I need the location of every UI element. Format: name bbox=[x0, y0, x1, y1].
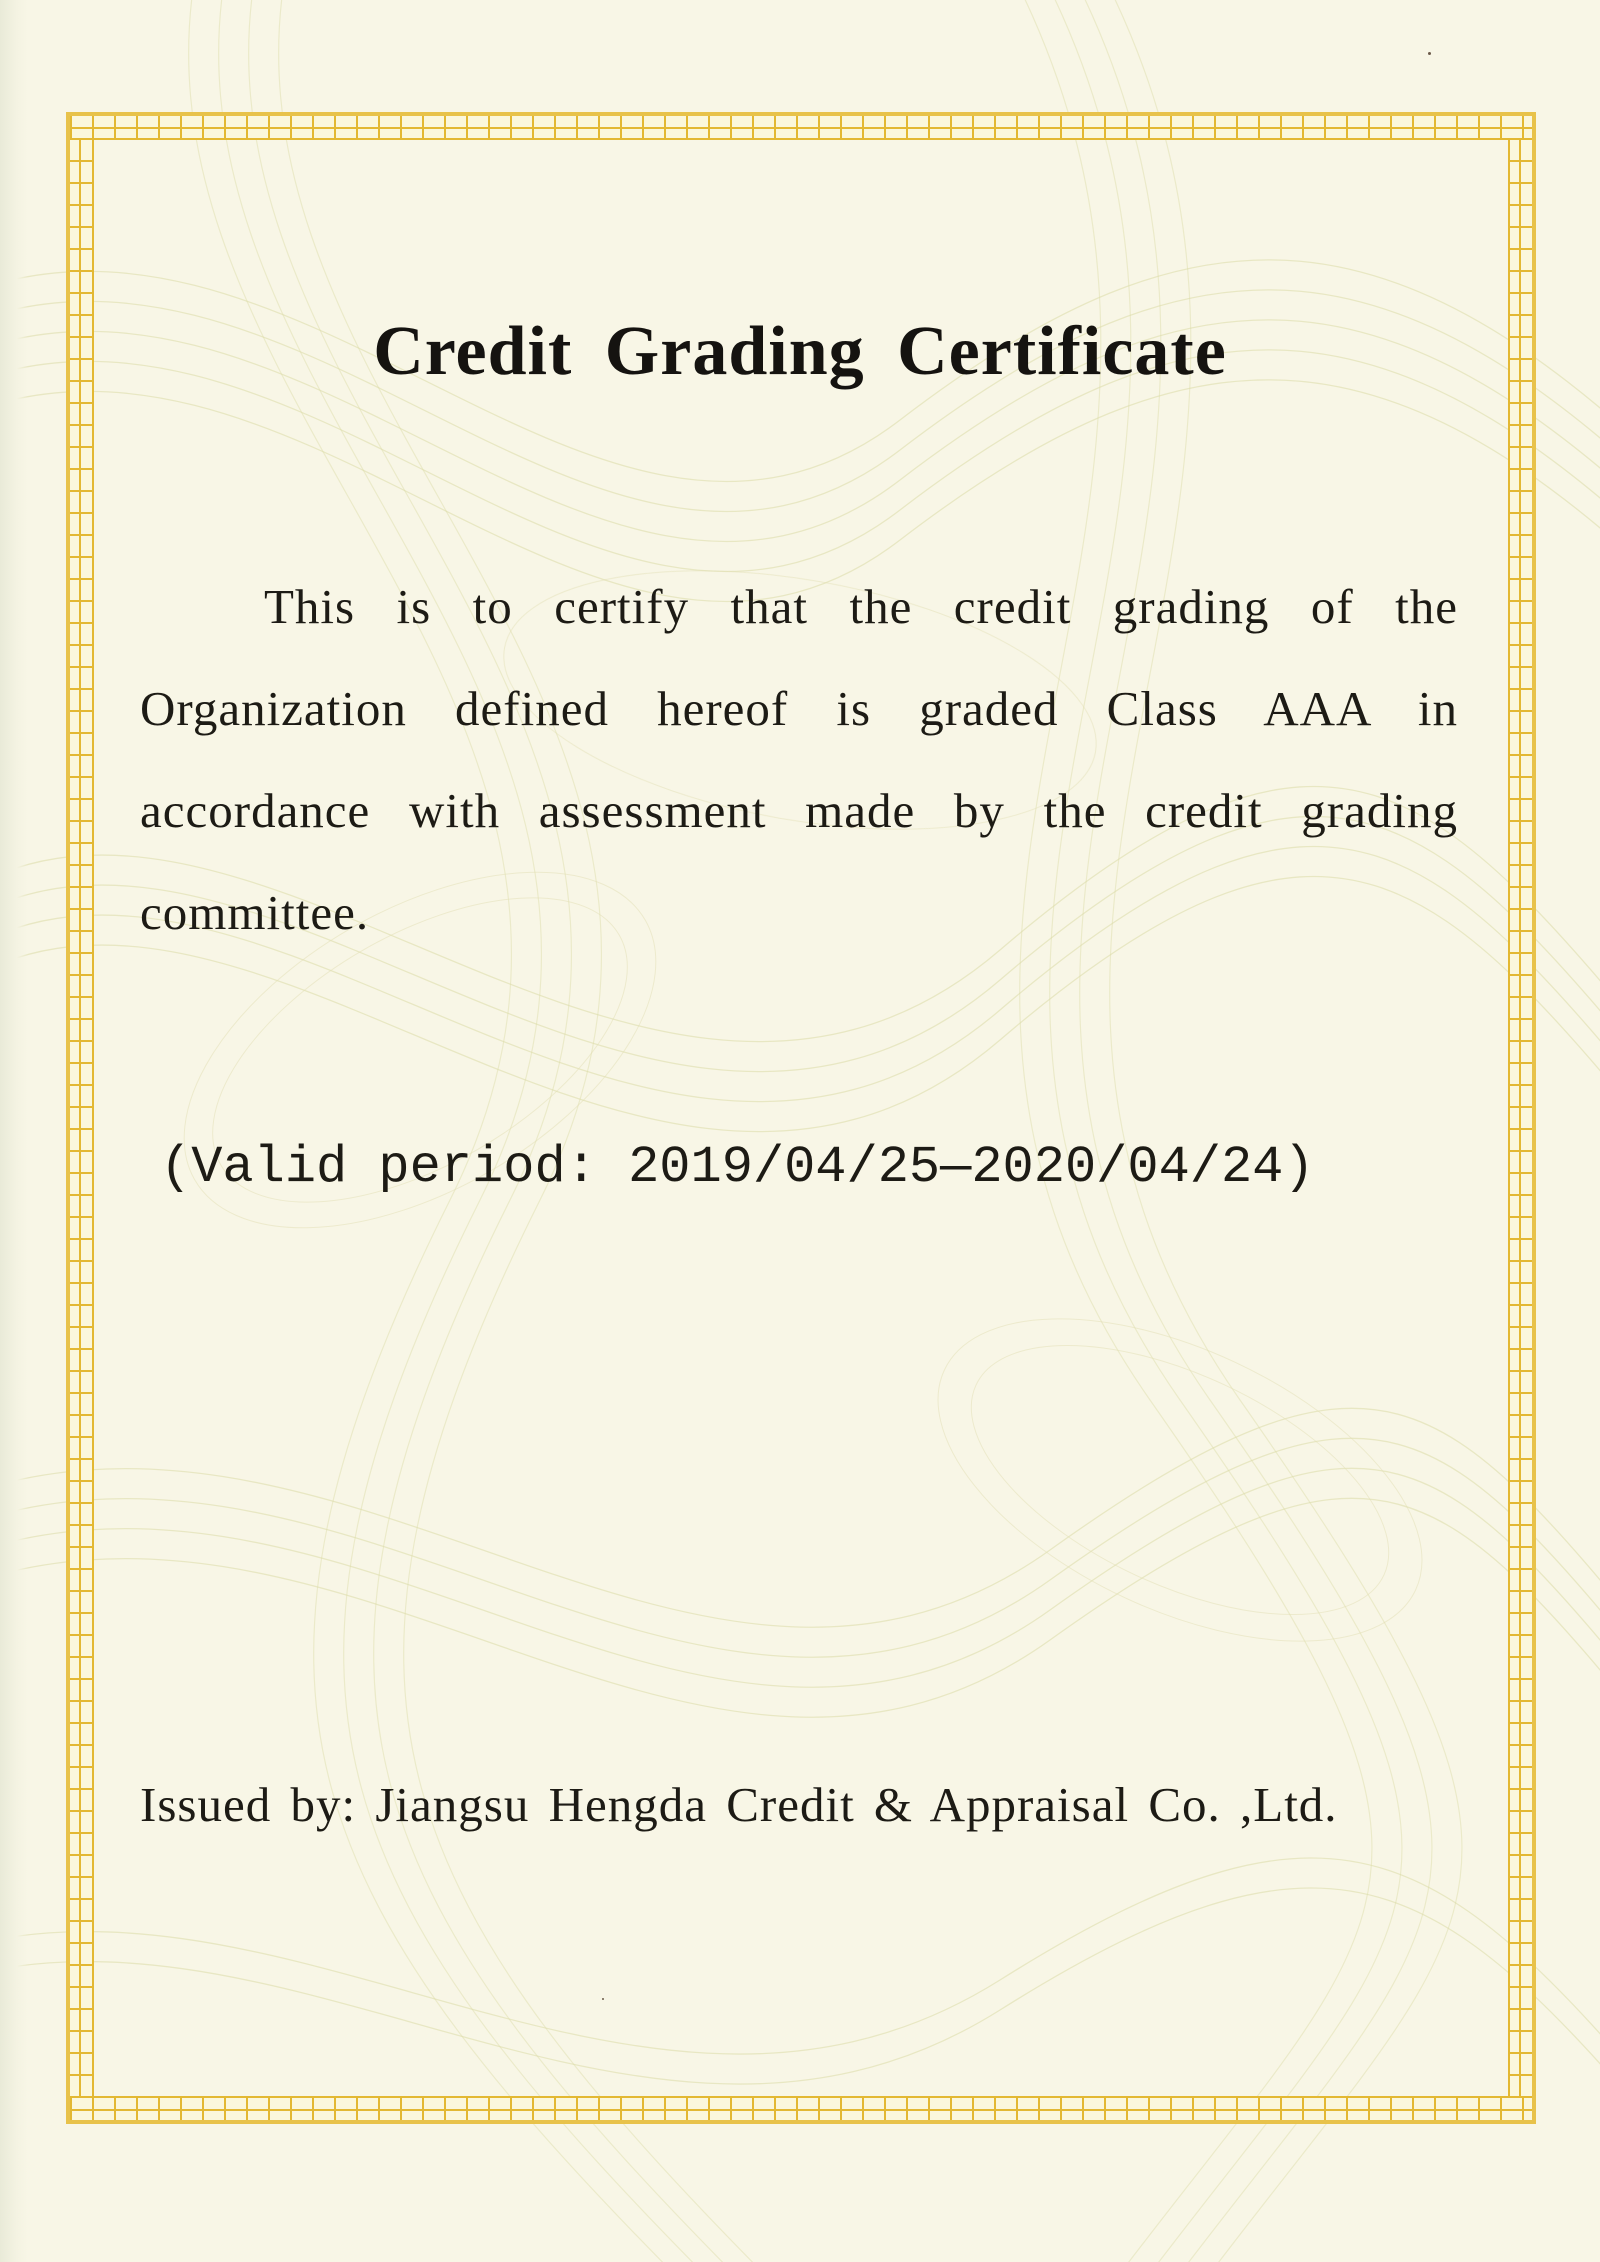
paper-speck bbox=[602, 1998, 604, 2000]
border-fret-left bbox=[70, 138, 92, 2098]
certificate-title: Credit Grading Certificate bbox=[373, 313, 1227, 390]
certificate-statement: This is to certify that the credit grading of the Organization defined hereof is graded Class AAA in accordance with assessment made by the credit grading committee. bbox=[140, 579, 1458, 940]
border-fret-top bbox=[70, 116, 1532, 138]
binding-edge-shadow bbox=[0, 0, 28, 2262]
border-fret-right bbox=[1510, 138, 1532, 2098]
issuer-line: Issued by: Jiangsu Hengda Credit & Appraisal Co. ,Ltd. bbox=[140, 1777, 1338, 1832]
border-fret-bottom bbox=[70, 2098, 1532, 2120]
paper-speck bbox=[1428, 52, 1431, 55]
valid-period: (Valid period: 2019/04/25—2020/04/24) bbox=[160, 1138, 1315, 1197]
